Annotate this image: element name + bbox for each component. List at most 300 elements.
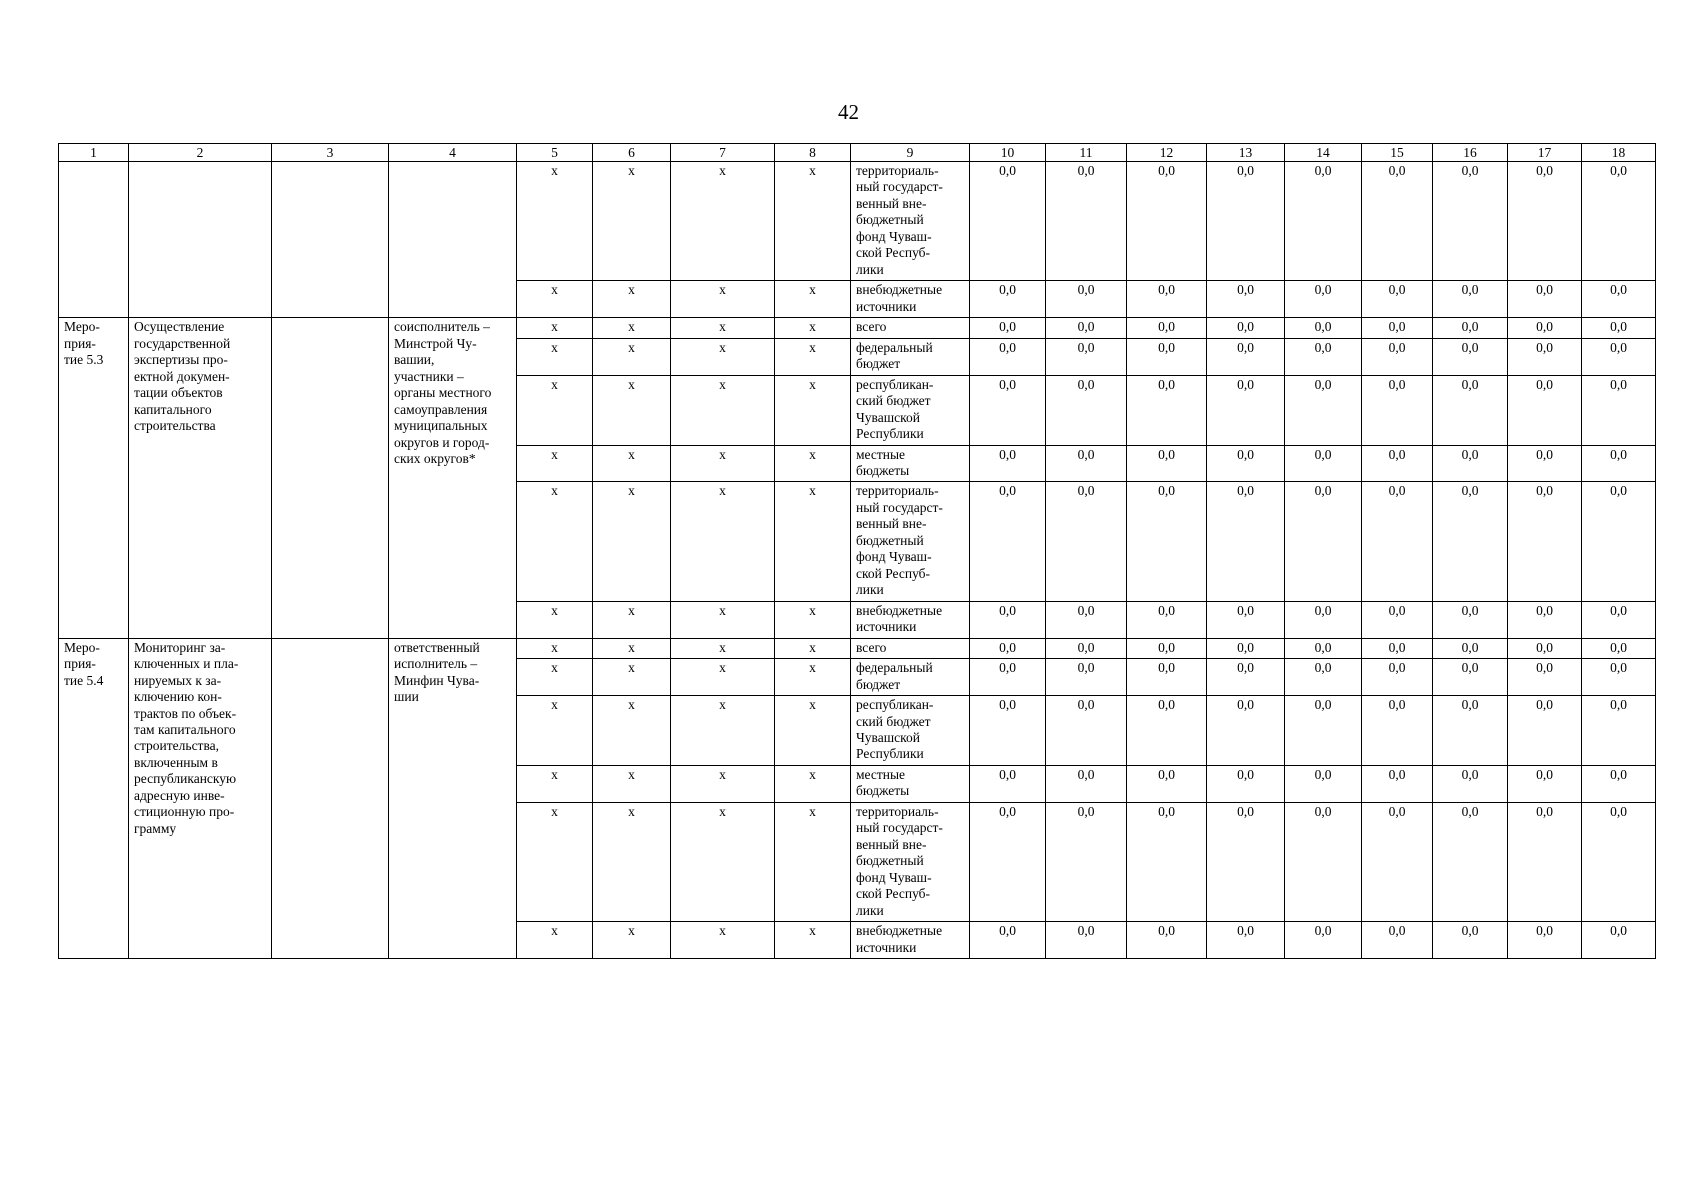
mark-cell: x <box>775 696 851 766</box>
text-line: округов и город- <box>394 434 490 450</box>
text-line: Чувашской <box>856 409 920 425</box>
amount-cell: 0,0 <box>970 659 1046 696</box>
funding-source-cell <box>851 338 970 375</box>
text-line: территориаль- <box>856 483 939 499</box>
empty-cell <box>59 162 129 318</box>
text-line: внебюджетные <box>856 602 943 618</box>
text-line: ответственный <box>394 639 480 655</box>
text-line: ский бюджет <box>856 393 931 409</box>
amount-cell: 0,0 <box>1285 696 1362 766</box>
amount-cell: 0,0 <box>1046 318 1127 338</box>
amount-cell: 0,0 <box>1046 922 1127 959</box>
text-line: бюджеты <box>856 462 910 478</box>
amount-cell: 0,0 <box>1127 318 1207 338</box>
amount-cell: 0,0 <box>1508 281 1582 318</box>
text-line: ской Респуб- <box>856 565 931 581</box>
funding-source-cell <box>851 601 970 638</box>
amount-cell: 0,0 <box>970 338 1046 375</box>
amount-cell: 0,0 <box>1046 659 1127 696</box>
mark-cell: x <box>593 765 671 802</box>
text-line: источники <box>856 619 917 635</box>
mark-cell: x <box>775 375 851 445</box>
text-line: Осуществление <box>134 319 225 335</box>
amount-cell: 0,0 <box>1285 765 1362 802</box>
amount-cell: 0,0 <box>1127 638 1207 658</box>
text-line: ской Респуб- <box>856 245 931 261</box>
funding-source-cell <box>851 659 970 696</box>
column-header: 15 <box>1362 144 1433 162</box>
column-header: 10 <box>970 144 1046 162</box>
amount-cell: 0,0 <box>1433 482 1508 601</box>
amount-cell: 0,0 <box>1207 375 1285 445</box>
text-line: адресную инве- <box>134 787 225 803</box>
amount-cell: 0,0 <box>1285 638 1362 658</box>
amount-cell: 0,0 <box>970 162 1046 281</box>
amount-cell: 0,0 <box>1433 375 1508 445</box>
text-line: ный государст- <box>856 179 943 195</box>
amount-cell: 0,0 <box>1046 375 1127 445</box>
text-line: территориаль- <box>856 163 939 178</box>
amount-cell: 0,0 <box>1207 281 1285 318</box>
amount-cell: 0,0 <box>1127 445 1207 482</box>
text-line: бюджетный <box>856 532 924 548</box>
text-line: Республики <box>856 426 924 442</box>
amount-cell: 0,0 <box>1046 696 1127 766</box>
amount-cell: 0,0 <box>1207 162 1285 281</box>
amount-cell: 0,0 <box>1207 696 1285 766</box>
amount-cell: 0,0 <box>1127 338 1207 375</box>
mark-cell: x <box>775 638 851 658</box>
budget-table <box>58 143 1656 959</box>
text-line: республикан- <box>856 697 934 713</box>
mark-cell: x <box>671 338 775 375</box>
funding-source-cell <box>851 375 970 445</box>
amount-cell: 0,0 <box>1508 162 1582 281</box>
text-line: фонд Чуваш- <box>856 869 932 885</box>
text-line: стиционную про- <box>134 804 235 820</box>
text-line: ный государст- <box>856 820 943 836</box>
amount-cell: 0,0 <box>970 601 1046 638</box>
text-line: тие 5.4 <box>64 672 104 688</box>
amount-cell: 0,0 <box>1433 659 1508 696</box>
amount-cell: 0,0 <box>1207 638 1285 658</box>
text-line: самоуправления <box>394 401 488 417</box>
mark-cell: x <box>775 922 851 959</box>
amount-cell: 0,0 <box>1127 922 1207 959</box>
amount-cell: 0,0 <box>1362 338 1433 375</box>
amount-cell: 0,0 <box>1046 802 1127 921</box>
amount-cell: 0,0 <box>1582 659 1656 696</box>
amount-cell: 0,0 <box>1046 445 1127 482</box>
mark-cell: x <box>775 802 851 921</box>
text-line: ский бюджет <box>856 713 931 729</box>
amount-cell: 0,0 <box>1433 765 1508 802</box>
column-header: 16 <box>1433 144 1508 162</box>
mark-cell: x <box>775 445 851 482</box>
text-line: венный вне- <box>856 836 927 852</box>
amount-cell: 0,0 <box>1127 162 1207 281</box>
empty-cell <box>272 162 389 318</box>
text-line: лики <box>856 582 884 598</box>
text-line: лики <box>856 261 884 277</box>
text-line: бюджетный <box>856 853 924 869</box>
amount-cell: 0,0 <box>1127 696 1207 766</box>
amount-cell: 0,0 <box>1582 802 1656 921</box>
amount-cell: 0,0 <box>1582 375 1656 445</box>
column-header: 3 <box>272 144 389 162</box>
text-line: всего <box>856 639 887 655</box>
text-line: местные <box>856 446 906 462</box>
amount-cell: 0,0 <box>1508 659 1582 696</box>
amount-cell: 0,0 <box>1582 445 1656 482</box>
mark-cell: x <box>517 638 593 658</box>
text-line: Минфин Чува- <box>394 672 480 688</box>
text-line: ских округов* <box>394 450 476 466</box>
text-line: тие 5.3 <box>64 352 104 368</box>
amount-cell: 0,0 <box>1362 659 1433 696</box>
amount-cell: 0,0 <box>1046 601 1127 638</box>
text-line: бюджет <box>856 356 901 372</box>
mark-cell: x <box>775 318 851 338</box>
amount-cell: 0,0 <box>970 922 1046 959</box>
mark-cell: x <box>517 802 593 921</box>
amount-cell: 0,0 <box>1362 162 1433 281</box>
text-line: Меро- <box>64 319 100 335</box>
amount-cell: 0,0 <box>1582 765 1656 802</box>
amount-cell: 0,0 <box>1046 638 1127 658</box>
amount-cell: 0,0 <box>1508 482 1582 601</box>
text-line: всего <box>856 319 887 335</box>
amount-cell: 0,0 <box>1582 162 1656 281</box>
amount-cell: 0,0 <box>1362 638 1433 658</box>
amount-cell: 0,0 <box>1285 281 1362 318</box>
amount-cell: 0,0 <box>1127 802 1207 921</box>
mark-cell: x <box>671 765 775 802</box>
text-line: венный вне- <box>856 195 927 211</box>
mark-cell: x <box>775 162 851 281</box>
mark-cell: x <box>671 281 775 318</box>
mark-cell: x <box>517 281 593 318</box>
amount-cell: 0,0 <box>1046 765 1127 802</box>
text-line: источники <box>856 939 917 955</box>
column-header: 13 <box>1207 144 1285 162</box>
amount-cell: 0,0 <box>1285 318 1362 338</box>
text-line: там капитального <box>134 722 236 737</box>
mark-cell: x <box>671 375 775 445</box>
amount-cell: 0,0 <box>1433 802 1508 921</box>
amount-cell: 0,0 <box>1046 482 1127 601</box>
text-line: местные <box>856 766 906 782</box>
mark-cell: x <box>593 281 671 318</box>
column-header: 2 <box>129 144 272 162</box>
amount-cell: 0,0 <box>1362 375 1433 445</box>
amount-cell: 0,0 <box>1508 375 1582 445</box>
amount-cell: 0,0 <box>1433 696 1508 766</box>
mark-cell: x <box>593 445 671 482</box>
amount-cell: 0,0 <box>1207 338 1285 375</box>
amount-cell: 0,0 <box>1362 601 1433 638</box>
text-line: включенным в <box>134 754 218 770</box>
amount-cell: 0,0 <box>1127 482 1207 601</box>
amount-cell: 0,0 <box>1285 375 1362 445</box>
text-line: шии <box>394 689 419 705</box>
amount-cell: 0,0 <box>1046 162 1127 281</box>
amount-cell: 0,0 <box>1207 802 1285 921</box>
amount-cell: 0,0 <box>970 765 1046 802</box>
amount-cell: 0,0 <box>1582 638 1656 658</box>
text-line: Мониторинг за- <box>134 639 226 655</box>
amount-cell: 0,0 <box>1127 601 1207 638</box>
text-line: венный вне- <box>856 516 927 532</box>
mark-cell: x <box>517 922 593 959</box>
text-line: фонд Чуваш- <box>856 549 932 565</box>
text-line: ектной докумен- <box>134 368 230 384</box>
text-line: территориаль- <box>856 803 939 819</box>
column-header: 1 <box>59 144 129 162</box>
executor-cell <box>389 318 517 638</box>
mark-cell: x <box>671 445 775 482</box>
mark-cell: x <box>593 338 671 375</box>
amount-cell: 0,0 <box>1433 638 1508 658</box>
mark-cell: x <box>671 162 775 281</box>
amount-cell: 0,0 <box>1046 338 1127 375</box>
amount-cell: 0,0 <box>1207 445 1285 482</box>
mark-cell: x <box>593 922 671 959</box>
funding-source-cell <box>851 765 970 802</box>
column-header: 5 <box>517 144 593 162</box>
mark-cell: x <box>517 482 593 601</box>
text-line: вашии, <box>394 352 435 368</box>
amount-cell: 0,0 <box>1207 601 1285 638</box>
amount-cell: 0,0 <box>1433 162 1508 281</box>
text-line: бюджетный <box>856 212 924 228</box>
mark-cell: x <box>671 696 775 766</box>
funding-source-cell <box>851 445 970 482</box>
text-line: соисполнитель – <box>394 319 490 335</box>
amount-cell: 0,0 <box>1362 318 1433 338</box>
amount-cell: 0,0 <box>1508 765 1582 802</box>
executor-cell <box>389 638 517 958</box>
mark-cell: x <box>671 638 775 658</box>
text-line: участники – <box>394 368 464 384</box>
amount-cell: 0,0 <box>1508 922 1582 959</box>
amount-cell: 0,0 <box>1362 281 1433 318</box>
amount-cell: 0,0 <box>1207 765 1285 802</box>
mark-cell: x <box>775 601 851 638</box>
mark-cell: x <box>671 318 775 338</box>
amount-cell: 0,0 <box>1508 318 1582 338</box>
mark-cell: x <box>517 318 593 338</box>
text-line: ный государст- <box>856 499 943 515</box>
amount-cell: 0,0 <box>1285 922 1362 959</box>
amount-cell: 0,0 <box>1433 601 1508 638</box>
funding-source-cell <box>851 696 970 766</box>
mark-cell: x <box>593 638 671 658</box>
amount-cell: 0,0 <box>1207 659 1285 696</box>
mark-cell: x <box>671 802 775 921</box>
mark-cell: x <box>593 375 671 445</box>
text-line: органы местного <box>394 385 492 401</box>
mark-cell: x <box>517 765 593 802</box>
funding-source-cell <box>851 482 970 601</box>
table-row <box>59 162 1656 281</box>
funding-source-cell <box>851 318 970 338</box>
text-line: Республики <box>856 746 924 762</box>
column-header: 17 <box>1508 144 1582 162</box>
text-line: ключению кон- <box>134 689 222 705</box>
measure-cell <box>59 638 129 958</box>
text-line: строительства, <box>134 738 220 754</box>
amount-cell: 0,0 <box>1362 482 1433 601</box>
text-line: строительства <box>134 418 216 434</box>
text-line: прия- <box>64 656 96 672</box>
amount-cell: 0,0 <box>1508 445 1582 482</box>
amount-cell: 0,0 <box>1362 765 1433 802</box>
amount-cell: 0,0 <box>1362 922 1433 959</box>
amount-cell: 0,0 <box>1127 765 1207 802</box>
text-line: экспертизы про- <box>134 352 228 368</box>
empty-cell <box>129 162 272 318</box>
mark-cell: x <box>517 375 593 445</box>
amount-cell: 0,0 <box>1508 601 1582 638</box>
empty-cell <box>389 162 517 318</box>
measure-name-cell <box>129 638 272 958</box>
amount-cell: 0,0 <box>1285 802 1362 921</box>
amount-cell: 0,0 <box>970 638 1046 658</box>
amount-cell: 0,0 <box>1127 659 1207 696</box>
text-line: государственной <box>134 335 231 351</box>
amount-cell: 0,0 <box>1433 338 1508 375</box>
text-line: нируемых к за- <box>134 672 222 688</box>
text-line: федеральный <box>856 660 933 676</box>
column-header: 4 <box>389 144 517 162</box>
text-line: бюджет <box>856 676 901 692</box>
amount-cell: 0,0 <box>1508 802 1582 921</box>
amount-cell: 0,0 <box>970 696 1046 766</box>
amount-cell: 0,0 <box>1433 445 1508 482</box>
text-line: трактов по объек- <box>134 705 237 721</box>
column-header: 14 <box>1285 144 1362 162</box>
column-header: 9 <box>851 144 970 162</box>
empty-cell <box>272 638 389 958</box>
mark-cell: x <box>593 802 671 921</box>
text-line: источники <box>856 298 917 314</box>
amount-cell: 0,0 <box>970 482 1046 601</box>
empty-cell <box>272 318 389 638</box>
measure-name-cell <box>129 318 272 638</box>
amount-cell: 0,0 <box>1582 696 1656 766</box>
text-line: Чувашской <box>856 730 920 745</box>
column-header: 18 <box>1582 144 1656 162</box>
table-header-row <box>59 144 1656 162</box>
text-line: республикан- <box>856 376 934 392</box>
column-header: 11 <box>1046 144 1127 162</box>
text-line: лики <box>856 902 884 918</box>
mark-cell: x <box>671 482 775 601</box>
amount-cell: 0,0 <box>1207 922 1285 959</box>
amount-cell: 0,0 <box>1582 922 1656 959</box>
mark-cell: x <box>775 659 851 696</box>
amount-cell: 0,0 <box>1362 802 1433 921</box>
amount-cell: 0,0 <box>1207 318 1285 338</box>
column-header: 7 <box>671 144 775 162</box>
amount-cell: 0,0 <box>1207 482 1285 601</box>
amount-cell: 0,0 <box>1285 162 1362 281</box>
text-line: ской Респуб- <box>856 886 931 902</box>
text-line: республиканскую <box>134 771 237 787</box>
text-line: фонд Чуваш- <box>856 228 932 244</box>
amount-cell: 0,0 <box>1582 338 1656 375</box>
amount-cell: 0,0 <box>1285 601 1362 638</box>
text-line: капитального <box>134 401 212 417</box>
text-line: внебюджетные <box>856 282 943 298</box>
mark-cell: x <box>593 601 671 638</box>
amount-cell: 0,0 <box>1508 338 1582 375</box>
amount-cell: 0,0 <box>970 281 1046 318</box>
column-header: 8 <box>775 144 851 162</box>
mark-cell: x <box>671 601 775 638</box>
mark-cell: x <box>593 696 671 766</box>
text-line: муниципальных <box>394 418 488 434</box>
page-number: 42 <box>838 100 859 124</box>
amount-cell: 0,0 <box>1362 696 1433 766</box>
funding-source-cell <box>851 922 970 959</box>
amount-cell: 0,0 <box>1362 445 1433 482</box>
mark-cell: x <box>517 696 593 766</box>
table-row <box>59 318 1656 338</box>
measure-cell <box>59 318 129 638</box>
amount-cell: 0,0 <box>1285 338 1362 375</box>
mark-cell: x <box>517 601 593 638</box>
mark-cell: x <box>517 445 593 482</box>
amount-cell: 0,0 <box>1433 318 1508 338</box>
column-header: 12 <box>1127 144 1207 162</box>
amount-cell: 0,0 <box>1582 482 1656 601</box>
text-line: внебюджетные <box>856 923 943 939</box>
amount-cell: 0,0 <box>1582 318 1656 338</box>
text-line: Минстрой Чу- <box>394 335 477 351</box>
amount-cell: 0,0 <box>1127 281 1207 318</box>
amount-cell: 0,0 <box>1433 281 1508 318</box>
text-line: бюджеты <box>856 783 910 799</box>
amount-cell: 0,0 <box>970 375 1046 445</box>
amount-cell: 0,0 <box>1127 375 1207 445</box>
text-line: Меро- <box>64 639 100 655</box>
mark-cell: x <box>593 162 671 281</box>
funding-source-cell <box>851 638 970 658</box>
amount-cell: 0,0 <box>1285 659 1362 696</box>
mark-cell: x <box>775 281 851 318</box>
text-line: исполнитель – <box>394 656 478 672</box>
mark-cell: x <box>775 338 851 375</box>
funding-source-cell <box>851 162 970 281</box>
mark-cell: x <box>671 922 775 959</box>
amount-cell: 0,0 <box>1285 445 1362 482</box>
mark-cell: x <box>775 765 851 802</box>
amount-cell: 0,0 <box>1046 281 1127 318</box>
mark-cell: x <box>593 318 671 338</box>
amount-cell: 0,0 <box>970 318 1046 338</box>
text-line: ключенных и пла- <box>134 656 239 672</box>
column-header: 6 <box>593 144 671 162</box>
mark-cell: x <box>775 482 851 601</box>
mark-cell: x <box>517 338 593 375</box>
amount-cell: 0,0 <box>970 445 1046 482</box>
amount-cell: 0,0 <box>1582 281 1656 318</box>
funding-source-cell <box>851 802 970 921</box>
mark-cell: x <box>671 659 775 696</box>
text-line: федеральный <box>856 339 933 355</box>
